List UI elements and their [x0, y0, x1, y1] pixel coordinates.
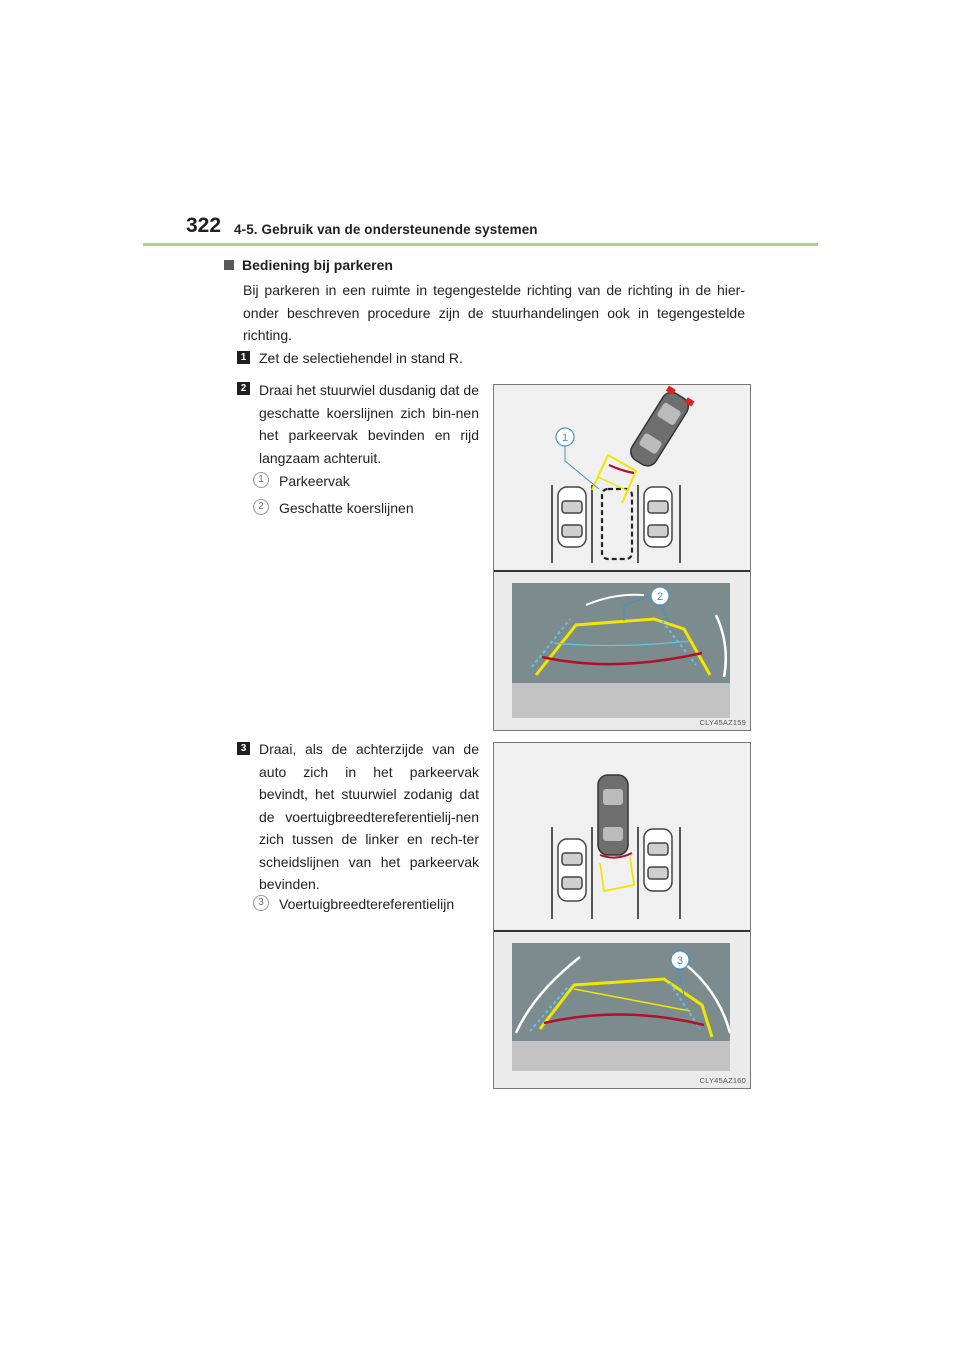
step-2-text: Draai het stuurwiel dusdanig dat de geschatte koerslijnen zich bin-nen het parkeervak bevinden en rijd langzaam achteruit. — [259, 382, 479, 466]
parked-car-left-2 — [558, 839, 586, 901]
bullet-square-icon — [224, 260, 234, 270]
figure-2-code: CLY45AZ160 — [699, 1076, 746, 1085]
step-3-text: Draai, als de achterzijde van de auto zich in het parkeervak bevindt, het stuurwiel zodanig dat de voertuigbreedtereferentielij-nen zich tussen de linker en rech-ter scheidslijnen van het parkeervak bevinden. — [259, 741, 479, 892]
figure-1-code: CLY45AZ159 — [699, 718, 746, 727]
sub-item-1-label: Parkeervak — [279, 473, 350, 489]
parked-car-right-2 — [644, 829, 672, 891]
parking-diagram-2 — [494, 743, 750, 1088]
parked-car-right — [644, 487, 672, 547]
sub-item-3-number: 3 — [253, 895, 269, 911]
figure-parking-guide-1 — [493, 384, 751, 731]
sub-item-2-label: Geschatte koerslijnen — [279, 500, 414, 516]
page-number: 322 — [186, 214, 222, 237]
section-heading — [224, 257, 393, 273]
figure2-callout-3: 3 — [676, 955, 684, 967]
step-1-badge: 1 — [237, 351, 250, 364]
step-3-badge: 3 — [237, 742, 250, 755]
section-heading-text: Bediening bij parkeren — [242, 257, 393, 273]
sub-item-1-number: 1 — [253, 472, 269, 488]
figure-parking-guide-2 — [493, 742, 751, 1089]
sub-item-2-number: 2 — [253, 499, 269, 515]
sub-item-3-label: Voertuigbreedtereferentielijn — [279, 896, 455, 912]
step-1-text: Zet de selectiehendel in stand R. — [259, 350, 463, 366]
figure1-callout-2: 2 — [656, 591, 664, 603]
parking-diagram-1 — [494, 385, 750, 730]
header-divider — [143, 243, 818, 246]
parked-car-left — [558, 487, 586, 547]
section-title: 4-5. Gebruik van de ondersteunende systemen — [234, 222, 538, 237]
step-2-badge: 2 — [237, 382, 250, 395]
figure1-callout-1: 1 — [561, 432, 569, 444]
reversing-car-2 — [598, 775, 628, 855]
intro-paragraph: Bij parkeren in een ruimte in tegengestelde richting van de richting in de hier-onder beschreven procedure zijn de stuurhandelingen ook in tegengestelde richting. — [243, 282, 745, 343]
